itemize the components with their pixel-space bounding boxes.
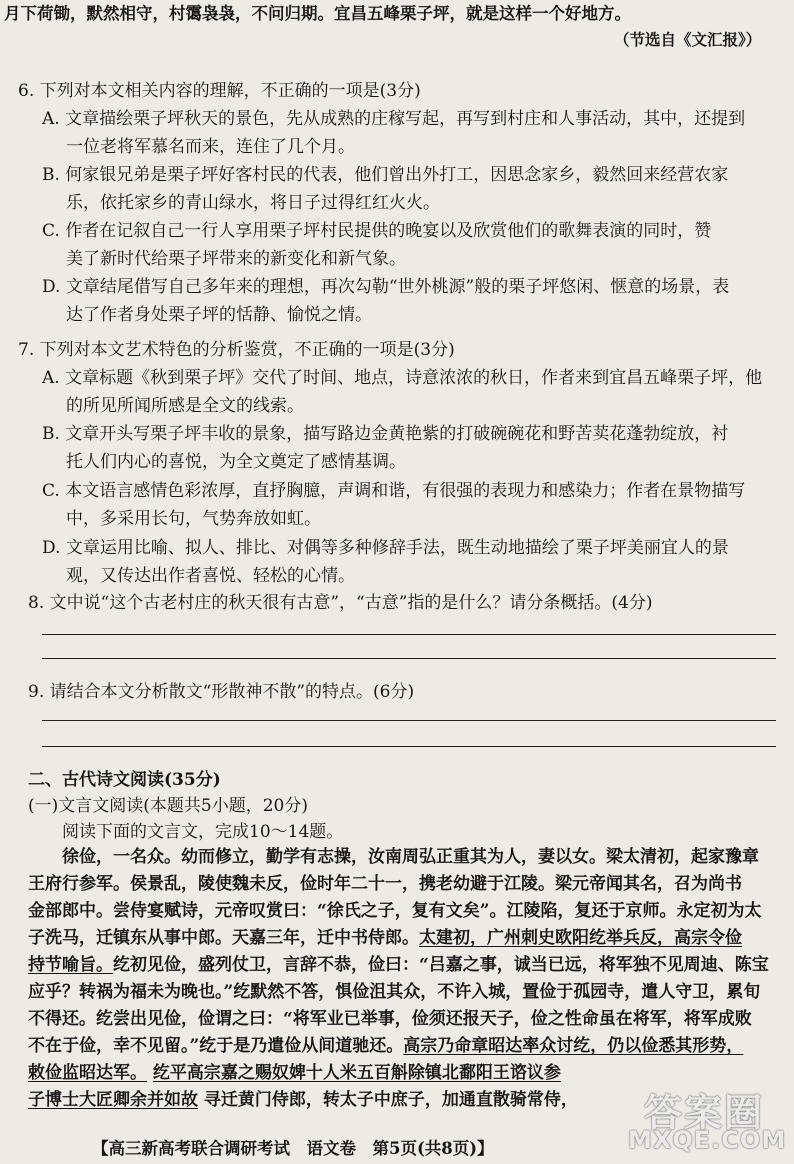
passage-line: 王府行参军。侯景乱，陵使魏未反，俭时年二十一，携老幼避于江陵。梁元帝闻其名，召为尚书 xyxy=(28,874,742,894)
underlined-sentence: 持节喻旨。 xyxy=(28,955,113,975)
question-7-option-d: D. 文章运用比喻、拟人、排比、对偶等多种修辞手法，既生动地描绘了栗子坪美丽宜人的景 xyxy=(42,538,729,558)
question-6-option-a: A. 文章描绘栗子坪秋天的景色，先从成熟的庄稼写起，再写到村庄和人事活动，其中，还提到 xyxy=(42,109,746,129)
underlined-sentence: 敕俭监昭达军。 xyxy=(28,1063,147,1083)
answer-line xyxy=(42,658,776,659)
question-6-option-d: D. 文章结尾借写自己多年来的理想，再次勾勒“世外桃源”般的栗子坪悠闲、惬意的场景，表 xyxy=(42,277,730,297)
question-7-option-d-cont: 观，又传达出作者喜悦、轻松的心情。 xyxy=(66,566,355,586)
source-citation: （节选自《文汇报》） xyxy=(614,30,762,49)
passage-line xyxy=(28,1089,578,1111)
question-8-stem: 8. 文中说“这个古老村庄的秋天很有古意”，“古意”指的是什么？请分条概括。(4分) xyxy=(28,593,653,613)
question-6-stem: 6. 下列对本文相关内容的理解，不正确的一项是(3分) xyxy=(18,81,421,101)
watermark-logo xyxy=(622,1076,787,1156)
passage-text: 不在于俭，幸不见留。”纥于是乃遣俭从间道驰还。 xyxy=(28,1036,404,1056)
passage-line xyxy=(28,1035,743,1057)
subsection-heading: (一)文言文阅读(本题共5小题，20分) xyxy=(28,796,308,816)
question-6-option-d-cont: 达了作者身处栗子坪的恬静、愉悦之情。 xyxy=(66,305,372,325)
passage-text: 纥初见俭，盛列仗卫，言辞不恭，俭曰：“吕嘉之事，诚当已远，将军独不见周迪、陈宝 xyxy=(113,955,769,975)
question-7-option-a-cont: 的所见所闻所感是全文的线索。 xyxy=(66,396,304,416)
passage-text: 寻迁黄门侍郎，转太子中庶子，加通直散骑常侍， xyxy=(203,1090,578,1110)
question-7-option-b: B. 文章开头写栗子坪丰收的景象，描写路边金黄艳紫的打破碗碗花和野苦荬花蓬勃绽放，衬 xyxy=(42,424,729,444)
passage-line: 应乎？转祸为福未为晚也。”纥默然不答，惧俭沮其众，不许入城，置俭于孤园寺，遣人守卫，累旬 xyxy=(28,982,761,1002)
answer-line xyxy=(42,746,776,747)
question-6-option-c: C. 作者在记叙自己一行人享用栗子坪村民提供的晚宴以及欣赏他们的歌舞表演的同时，赞 xyxy=(42,221,712,241)
underlined-sentence: 纥平高宗嘉之赐奴婢十人米五百斛除镇北鄱阳王谘议参 xyxy=(152,1063,561,1083)
passage-line xyxy=(28,927,742,949)
text-line: 月下荷锄，默然相守，村霭袅袅，不问归期。宜昌五峰栗子坪，就是这样一个好地方。 xyxy=(4,4,631,23)
question-9-stem: 9. 请结合本文分析散文“形散神不散”的特点。(6分) xyxy=(28,682,415,702)
passage-text: 子洗马，迁镇东从事中郎。天嘉三年，迁中书侍郎。 xyxy=(28,928,419,948)
underlined-sentence: 太建初，广州刺史欧阳纥举兵反，高宗令俭 xyxy=(419,928,742,948)
question-7-option-c: C. 本文语言感情色彩浓厚，直抒胸臆，声调和谐，有很强的表现力和感染力；作者在景物描写 xyxy=(42,481,746,501)
question-6-option-b-cont: 乐，依托家乡的青山绿水，将日子过得红红火火。 xyxy=(66,193,440,213)
question-6-option-a-cont: 一位老将军慕名而来，连住了几个月。 xyxy=(66,137,355,157)
passage-line: 徐俭，一名众。幼而修立，勤学有志操，汝南周弘正重其为人，妻以女。梁太清初，起家豫章 xyxy=(62,847,759,867)
section-heading: 二、古代诗文阅读(35分) xyxy=(28,770,221,790)
question-7-option-a: A. 文章标题《秋到栗子坪》交代了时间、地点，诗意浓浓的秋日，作者来到宜昌五峰栗子坪，他 xyxy=(42,368,763,388)
passage-intro: 阅读下面的文言文，完成10～14题。 xyxy=(62,822,344,842)
answer-line xyxy=(42,634,776,635)
question-7-option-c-cont: 中，多采用长句，气势奔放如虹。 xyxy=(66,509,321,529)
question-6-option-b: B. 何家银兄弟是栗子坪好客村民的代表，他们曾出外打工，因思念家乡，毅然回来经营农家 xyxy=(42,165,729,185)
underlined-sentence: 子博士大匠卿余并如故 xyxy=(28,1090,198,1110)
passage-line: 金部郎中。尝侍宴赋诗，元帝叹赏曰：“徐氏之子，复有文矣”。江陵陷，复还于京师。永定初为太 xyxy=(28,901,762,921)
question-6-option-c-cont: 美了新时代给栗子坪带来的新变化和新气象。 xyxy=(66,249,406,269)
underlined-sentence: 高宗乃命章昭达率众讨纥，仍以俭悉其形势， xyxy=(403,1036,744,1056)
question-7-option-b-cont: 托人们内心的喜悦，为全文奠定了感情基调。 xyxy=(66,452,406,472)
watermark-url: MXQE.COM xyxy=(628,1126,787,1154)
answer-line xyxy=(42,720,776,721)
question-7-stem: 7. 下列对本文艺术特色的分析鉴赏，不正确的一项是(3分) xyxy=(18,340,455,360)
page-footer: 【高三新高考联合调研考试 语文卷 第5页(共8页)】 xyxy=(92,1139,494,1158)
passage-line xyxy=(28,954,769,976)
watermark-text: 答案圈 xyxy=(644,1091,765,1135)
passage-line: 不得还。纥尝出见俭，俭谓之曰：“将军业已举事，俭须还报天子，俭之性命虽在将军，将军成败 xyxy=(28,1009,752,1029)
passage-line xyxy=(28,1062,561,1084)
